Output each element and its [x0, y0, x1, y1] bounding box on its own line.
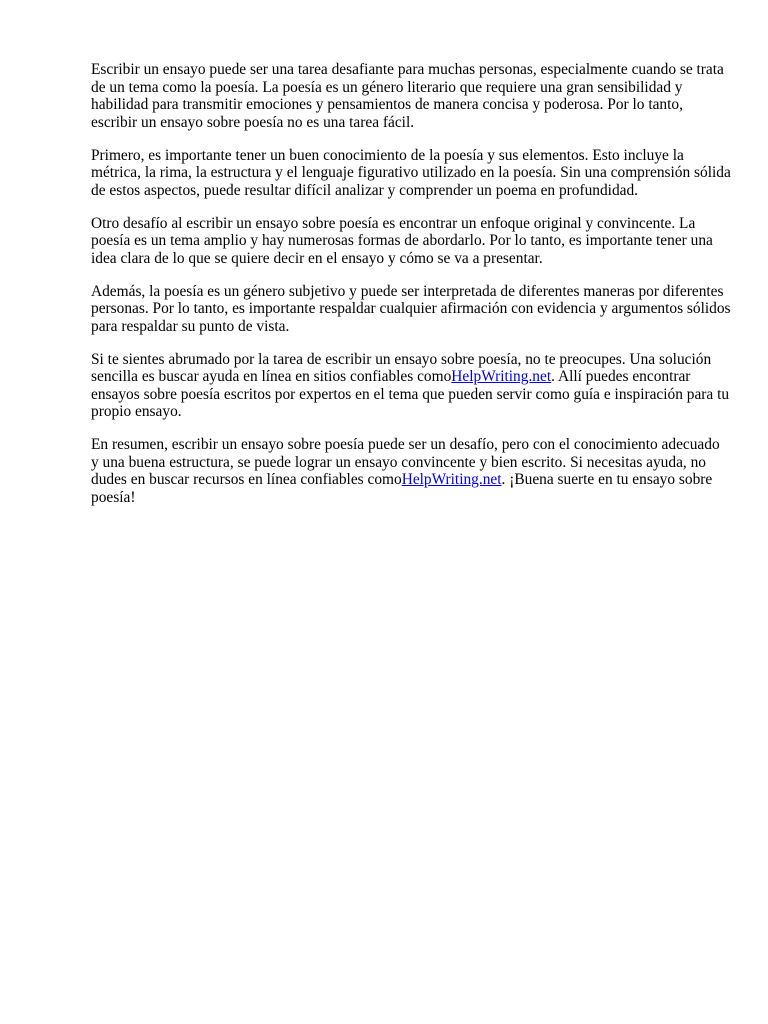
paragraph-conclusion-text-before: En resumen, escribir un ensayo sobre poesía puede ser un desafío, pero con el conocimiento adecuado y una buena estructura, se puede lograr un ensayo convincente y bien escrito. Si necesitas ayuda, no dudes en buscar recursos en línea confiables como — [91, 436, 720, 488]
helpwriting-link[interactable]: HelpWriting.net — [451, 368, 552, 385]
paragraph-conclusion-text-after: . ¡Buena suerte en tu ensayo sobre poesía! — [91, 471, 713, 506]
paragraph-help-text-after: . Allí puedes encontrar ensayos sobre poesía escritos por expertos en el tema que pueden servir como guía e inspiración para tu propio ensayo. — [91, 368, 730, 420]
paragraph-knowledge: Primero, es importante tener un buen conocimiento de la poesía y sus elementos. Esto incluye la métrica, la rima, la estructura y el lenguaje figurativo utilizado en la poesía. Sin una comprensión sólida de estos aspectos, puede resultar difícil analizar y comprender un poema en profundidad. — [91, 146, 731, 199]
paragraph-conclusion — [91, 436, 731, 506]
paragraph-approach: Otro desafío al escribir un ensayo sobre poesía es encontrar un enfoque original y convincente. La poesía es un tema amplio y hay numerosas formas de abordarlo. Por lo tanto, es importante tener una idea clara de lo que se quiere decir en el ensayo y cómo se va a presentar. — [91, 214, 713, 267]
document-body — [91, 61, 731, 522]
helpwriting-link-conclusion[interactable]: HelpWriting.net — [401, 471, 502, 488]
paragraph-help-text-before: Si te sientes abrumado por la tarea de escribir un ensayo sobre poesía, no te preocupes. Una solución sencilla es buscar ayuda en línea en sitios confiables como — [91, 350, 712, 385]
paragraph-help — [91, 351, 731, 421]
paragraph-subjective: Además, la poesía es un género subjetivo y puede ser interpretada de diferentes maneras por diferentes personas. Por lo tanto, es importante respaldar cualquier afirmación con evidencia y argumentos sólidos para respaldar su punto de vista. — [91, 282, 731, 335]
paragraph-intro: Escribir un ensayo puede ser una tarea desafiante para muchas personas, especialmente cuando se trata de un tema como la poesía. La poesía es un género literario que requiere una gran sensibilidad y habilidad para transmitir emociones y pensamientos de manera concisa y poderosa. Por lo tanto, escribir un ensayo sobre poesía no es una tarea fácil. — [91, 61, 724, 131]
